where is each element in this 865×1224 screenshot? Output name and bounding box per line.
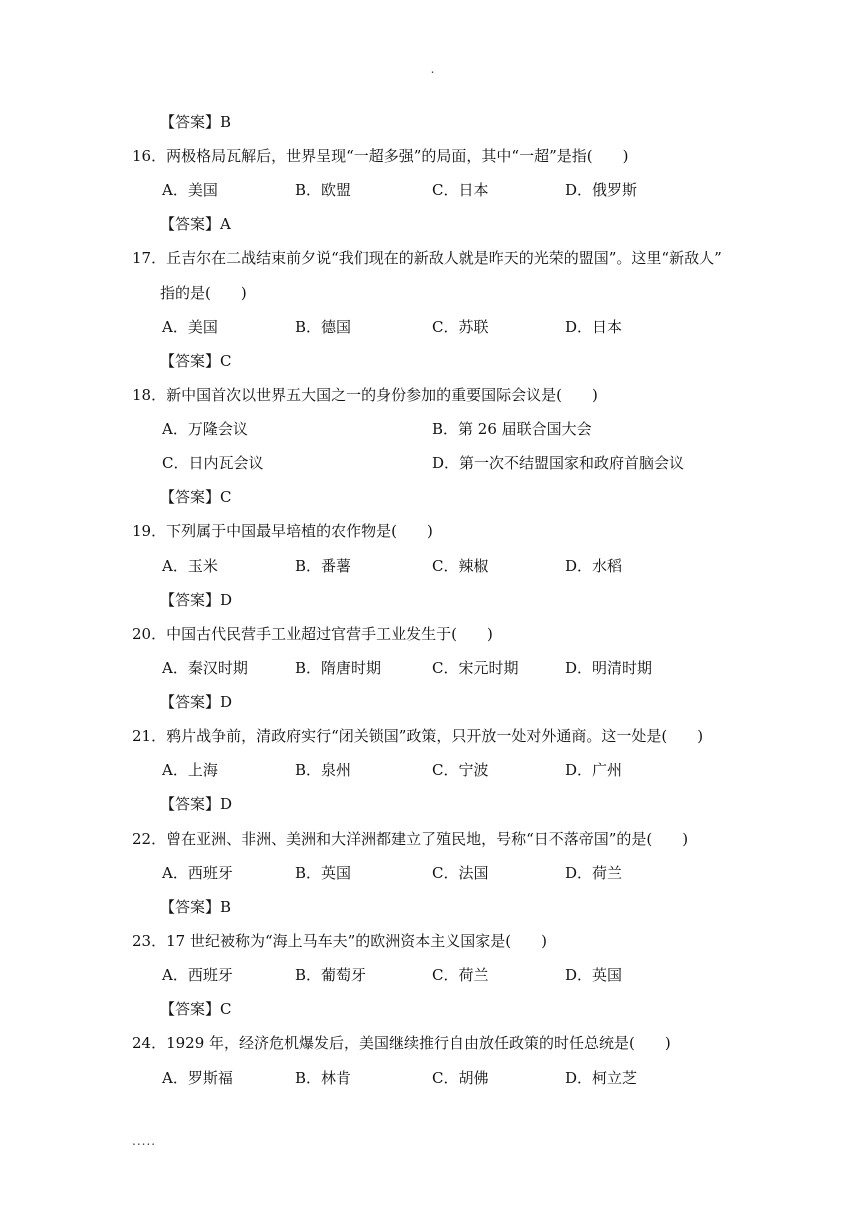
option-c: C．苏联 — [432, 318, 489, 336]
option-a: A．秦汉时期 — [162, 659, 248, 677]
option-a: A．万隆会议 — [162, 420, 248, 438]
answer-line: 【答案】B — [160, 898, 232, 916]
option-b: B．葡萄牙 — [295, 966, 367, 984]
question-17: 17．丘吉尔在二战结束前夕说“我们现在的新敌人就是昨天的光荣的盟国”。这里“新敌人” — [132, 249, 722, 267]
option-c: C．辣椒 — [432, 557, 489, 575]
option-c: C．日内瓦会议 — [162, 454, 264, 472]
question-17-continuation: 指的是( ) — [160, 284, 247, 302]
option-b: B．英国 — [295, 864, 352, 882]
option-d: D．水稻 — [565, 557, 623, 575]
option-b: B．番薯 — [295, 557, 352, 575]
option-c: C．荷兰 — [432, 966, 489, 984]
option-c: C．宁波 — [432, 761, 489, 779]
option-b: B．德国 — [295, 318, 352, 336]
question-16: 16．两极格局瓦解后，世界呈现“一超多强”的局面，其中“一超”是指( ) — [132, 147, 629, 165]
option-a: A．罗斯福 — [162, 1069, 233, 1087]
option-a: A．美国 — [162, 181, 218, 199]
option-b: B．第 26 届联合国大会 — [432, 420, 592, 438]
option-c: C．法国 — [432, 864, 489, 882]
option-c: C．胡佛 — [432, 1069, 489, 1087]
answer-line: 【答案】C — [160, 1000, 232, 1018]
option-b: B．泉州 — [295, 761, 352, 779]
question-19: 19．下列属于中国最早培植的农作物是( ) — [132, 522, 433, 540]
option-c: C．日本 — [432, 181, 489, 199]
option-d: D．第一次不结盟国家和政府首脑会议 — [432, 454, 685, 472]
option-b: B．欧盟 — [295, 181, 352, 199]
option-d: D．明清时期 — [565, 659, 653, 677]
answer-line: 【答案】C — [160, 488, 232, 506]
option-d: D．日本 — [565, 318, 623, 336]
option-a: A．上海 — [162, 761, 218, 779]
question-24: 24．1929 年，经济危机爆发后，美国继续推行自由放任政策的时任总统是( ) — [132, 1034, 671, 1052]
question-23: 23．17 世纪被称为“海上马车夫”的欧洲资本主义国家是( ) — [132, 932, 547, 950]
answer-line: 【答案】D — [160, 795, 233, 813]
option-a: A．玉米 — [162, 557, 218, 575]
answer-line: 【答案】B — [160, 113, 232, 131]
option-d: D．英国 — [565, 966, 623, 984]
option-c: C．宋元时期 — [432, 659, 519, 677]
answer-line: 【答案】A — [160, 215, 231, 233]
answer-line: 【答案】D — [160, 591, 233, 609]
answer-line: 【答案】D — [160, 693, 233, 711]
option-b: B．林肯 — [295, 1069, 352, 1087]
option-a: A．美国 — [162, 318, 218, 336]
question-18: 18．新中国首次以世界五大国之一的身份参加的重要国际会议是( ) — [132, 386, 598, 404]
option-a: A．西班牙 — [162, 864, 233, 882]
question-20: 20．中国古代民营手工业超过官营手工业发生于( ) — [132, 625, 493, 643]
answer-line: 【答案】C — [160, 352, 232, 370]
option-d: D．俄罗斯 — [565, 181, 638, 199]
option-a: A．西班牙 — [162, 966, 233, 984]
page-header-mark: . — [430, 62, 435, 76]
question-21: 21．鸦片战争前，清政府实行“闭关锁国”政策，只开放一处对外通商。这一处是( ) — [132, 727, 704, 745]
question-22: 22．曾在亚洲、非洲、美洲和大洋洲都建立了殖民地，号称“日不落帝国”的是( ) — [132, 830, 689, 848]
option-d: D．荷兰 — [565, 864, 623, 882]
option-d: D．柯立芝 — [565, 1069, 638, 1087]
page-footer-mark: ..... — [132, 1134, 157, 1148]
option-b: B．隋唐时期 — [295, 659, 382, 677]
option-d: D．广州 — [565, 761, 623, 779]
